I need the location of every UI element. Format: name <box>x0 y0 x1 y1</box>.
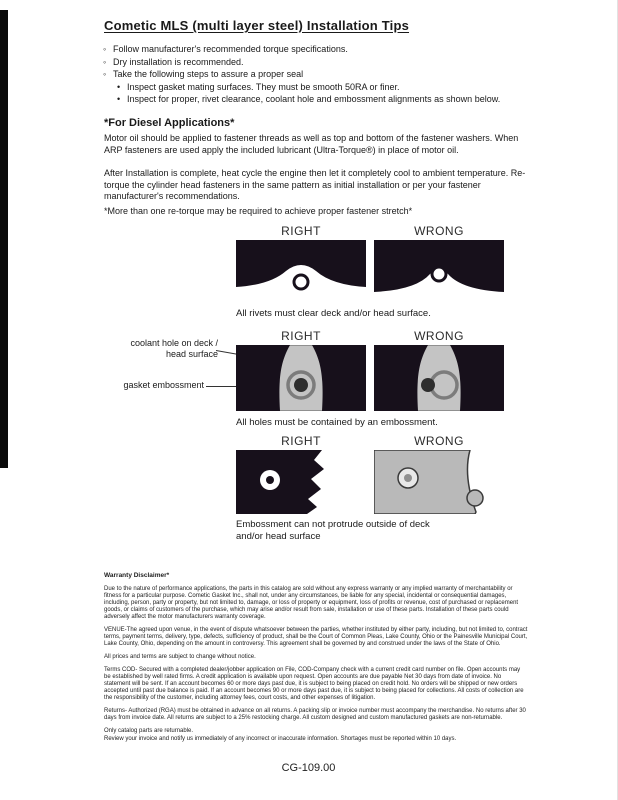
open-bullet-icon: ◦ <box>103 69 107 79</box>
open-bullet-icon: ◦ <box>103 56 107 67</box>
open-bullet-icon: ◦ <box>103 44 107 54</box>
right-column-heading: RIGHT <box>281 329 321 343</box>
tip-item <box>103 68 543 81</box>
wrong-column-heading: WRONG <box>414 329 464 343</box>
diesel-paragraph-2: After Installation is complete, heat cycle the engine then let it completely cool to ambient temperature. Re-torque the cylinder head fasteners in the same pattern as initial installation or per your fastener manufacturer's recommendations. <box>104 168 526 201</box>
retorque-note: *More than one re-torque may be required to achieve proper fastener stretch* <box>104 206 413 216</box>
warranty-paragraph: Returns- Authorized (RGA) must be obtained in advance on all returns. A packing slip or invoice number must accompany the merchandise. No returns after 30 days from invoice date. All returns are subject to a 25% restocking charge. All custom designed and custom manufactured gaskets are non-returnable. <box>104 708 526 721</box>
tip-text: Take the following steps to assure a proper seal <box>113 69 304 79</box>
warranty-paragraph: Review your invoice and notify us immediately of any incorrect or inaccurate information. Shortages must be reported within 10 days. <box>104 736 457 742</box>
rivet-clearance-right-diagram <box>236 240 366 302</box>
warranty-section <box>104 572 528 749</box>
embossment-containment-caption: All holes must be contained by an embossment. <box>236 417 438 428</box>
embossment-containment-wrong-diagram <box>374 345 504 411</box>
filled-bullet-icon: • <box>117 81 121 92</box>
embossment-containment-right-diagram <box>236 345 366 411</box>
wrong-column-heading: WRONG <box>414 434 464 448</box>
embossment-protrusion-right-diagram <box>236 450 366 514</box>
warranty-paragraph: VENUE-The agreed upon venue, in the event of dispute whatsoever between the parties, whether instituted by either party, including, but not limited to, contract terms, payment terms, delivery, type, defects, sufficiency of product, shall be the Court of Common Pleas, Lake County, Ohio or the Painesville Municipal Court, Lake County, Ohio, depending on the amount in controversy. This agreement shall be governed by and construed under the laws of the State of Ohio. <box>104 627 528 647</box>
diesel-paragraph-1: Motor oil should be applied to fastener threads as well as top and bottom of the fastener washers. When ARP fasteners are used apply the included lubricant (Ultra-Torque®) in place of motor oil. <box>104 133 519 155</box>
rivet-caption: All rivets must clear deck and/or head surface. <box>236 308 431 319</box>
warranty-paragraph: All prices and terms are subject to change without notice. <box>104 654 256 660</box>
tip-text: Dry installation is recommended. <box>113 56 244 67</box>
tip-item <box>103 56 543 69</box>
coolant-hole-label: coolant hole on deck / head surface <box>130 338 218 359</box>
diesel-applications-heading: *For Diesel Applications* <box>104 117 235 129</box>
wrong-column-heading: WRONG <box>414 224 464 238</box>
warranty-heading: Warranty Disclaimer* <box>104 572 170 579</box>
embossment-protrusion-wrong-diagram <box>374 450 504 514</box>
right-column-heading: RIGHT <box>281 224 321 238</box>
right-column-heading: RIGHT <box>281 434 321 448</box>
tip-sub-item <box>103 93 543 106</box>
filled-bullet-icon: • <box>117 94 121 104</box>
warranty-paragraph: Only catalog parts are returnable. <box>104 728 194 734</box>
embossment-protrusion-caption: Embossment can not protrude outside of deck and/or head surface <box>236 519 430 542</box>
tip-text: Inspect gasket mating surfaces. They must be smooth 50RA or finer. <box>127 81 400 92</box>
page-number: CG-109.00 <box>281 762 336 774</box>
rivet-clearance-wrong-diagram <box>374 240 504 302</box>
warranty-paragraph: Due to the nature of performance applications, the parts in this catalog are sold without any express warranty or any implied warranty of merchantability or fitness for a particular purpose. Cometic Gasket Inc., shall not, under any circumstances, be liable for any special, incidental or consequential damages, including, person, party or property, but not limited to, damage, or loss of property or equipment, loss of profits or revenue, cost of purchased or replacement goods, or claims of customers of the purchase, which may arise and/or result from sale, installation or use of these parts. Installation of these parts could adversely affect the motor manufacturers warranty coverage. <box>104 586 519 620</box>
tip-text: Inspect for proper, rivet clearance, coolant hole and embossment alignments as shown below. <box>127 94 501 104</box>
tip-item <box>103 43 543 56</box>
scan-spine-bar <box>0 10 8 468</box>
tip-text: Follow manufacturer's recommended torque specifications. <box>113 44 348 54</box>
installation-tips-list <box>103 43 543 106</box>
tip-sub-item <box>103 81 543 94</box>
page-title: Cometic MLS (multi layer steel) Installation Tips <box>104 18 410 33</box>
gasket-embossment-label: gasket embossment <box>123 380 204 390</box>
warranty-paragraph: Terms COD- Secured with a completed dealer/jobber application on File, COD-Company check with a current credit card number on file. Open accounts may be established by well rated firms. A credit application is available upon request. Open accounts are due payable Net 30 days from date of invoice. No statement will be sent. If an account becomes 60 or more days past due, it is subject to being placed on credit hold. No orders will be shipped or new orders accepted until past due balance is paid. If an account becomes 90 or more days past due, it is subject to being placed for collections. All costs of collection are the responsibility of the customer, including attorney fees, court costs, and other expenses of litigation. <box>104 667 524 701</box>
